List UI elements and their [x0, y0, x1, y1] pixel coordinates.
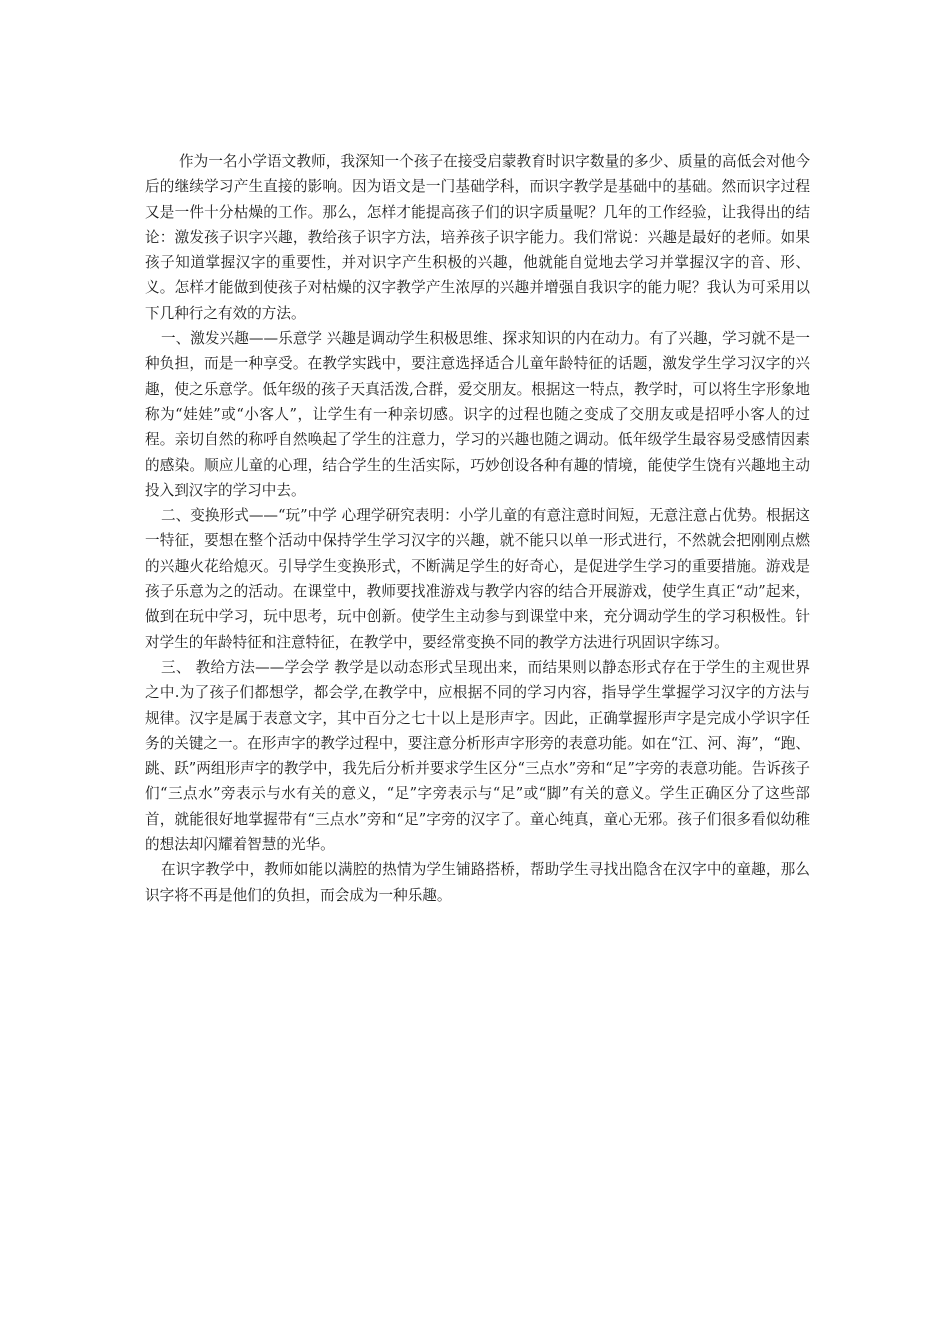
intro-paragraph: 作为一名小学语文教师，我深知一个孩子在接受启蒙教育时识字数量的多少、质量的高低会对他今后的继续学习产生直接的影响。因为语文是一门基础学科，而识字教学是基础中的基础。然而识字过程又是一件十分枯燥的工作。那么，怎样才能提高孩子们的识字质量呢？几年的工作经验，让我得出的结论：激发孩子识字兴趣，教给孩子识字方法，培养孩子识字能力。我们常说：兴趣是最好的老师。如果孩子知道掌握汉字的重要性，并对识字产生积极的兴趣，他就能自觉地去学习并掌握汉字的音、形、义。怎样才能做到使孩子对枯燥的汉字教学产生浓厚的兴趣并增强自我识字的能力呢？我认为可采用以下几种行之有效的方法。: [145, 153, 810, 322]
section-three-paragraph: 三、 教给方法——学会学 教学是以动态形式呈现出来，而结果则以静态形式存在于学生的主观世界之中.为了孩子们都想学，都会学,在教学中，应根据不同的学习内容，指导学生掌握学习汉字的方法与规律。汉字是属于表意文字，其中百分之七十以上是形声字。因此，正确掌握形声字是完成小学识字任务的关键之一。在形声字的教学过程中，要注意分析形声字形旁的表意功能。如在“江、河、海”，“跑、跳、跃”两组形声字的教学中，我先后分析并要求学生区分“三点水”旁和“足”字旁的表意功能。告诉孩子们“三点水”旁表示与水有关的意义，“足”字旁表示与“足”或“脚”有关的意义。学生正确区分了这些部首，就能很好地掌握带有“三点水”旁和“足”字旁的汉字了。童心纯真，童心无邪。孩子们很多看似幼稚的想法却闪耀着智慧的光华。: [145, 658, 810, 854]
conclusion-paragraph: 在识字教学中，教师如能以满腔的热情为学生铺路搭桥，帮助学生寻找出隐含在汉字中的童趣，那么识字将不再是他们的负担，而会成为一种乐趣。: [145, 861, 810, 904]
section-two-paragraph: 二、变换形式——“玩”中学 心理学研究表明：小学儿童的有意注意时间短，无意注意占优势。根据这一特征，要想在整个活动中保持学生学习汉字的兴趣，就不能只以单一形式进行，不然就会把刚刚点燃的兴趣火花给熄灭。引导学生变换形式，不断满足学生的好奇心，是促进学生学习的重要措施。游戏是孩子乐意为之的活动。在课堂中，教师要找准游戏与教学内容的结合开展游戏，使学生真正“动”起来，做到在玩中学习，玩中思考，玩中创新。使学生主动参与到课堂中来，充分调动学生的学习积极性。针对学生的年龄特征和注意特征，在教学中，要经常变换不同的教学方法进行巩固识字练习。: [145, 507, 810, 651]
section-one-paragraph: 一、激发兴趣——乐意学 兴趣是调动学生积极思维、探求知识的内在动力。有了兴趣，学习就不是一种负担，而是一种享受。在教学实践中，要注意选择适合儿童年龄特征的话题，激发学生学习汉字的兴趣，使之乐意学。低年级的孩子天真活泼,合群，爱交朋友。根据这一特点，教学时，可以将生字形象地称为“娃娃”或“小客人”，让学生有一种亲切感。识字的过程也随之变成了交朋友或是招呼小客人的过程。亲切自然的称呼自然唤起了学生的注意力，学习的兴趣也随之调动。低年级学生最容易受感情因素的感染。顺应儿童的心理，结合学生的生活实际，巧妙创设各种有趣的情境，能使学生饶有兴趣地主动投入到汉字的学习中去。: [145, 330, 810, 499]
document-body: [145, 149, 810, 908]
